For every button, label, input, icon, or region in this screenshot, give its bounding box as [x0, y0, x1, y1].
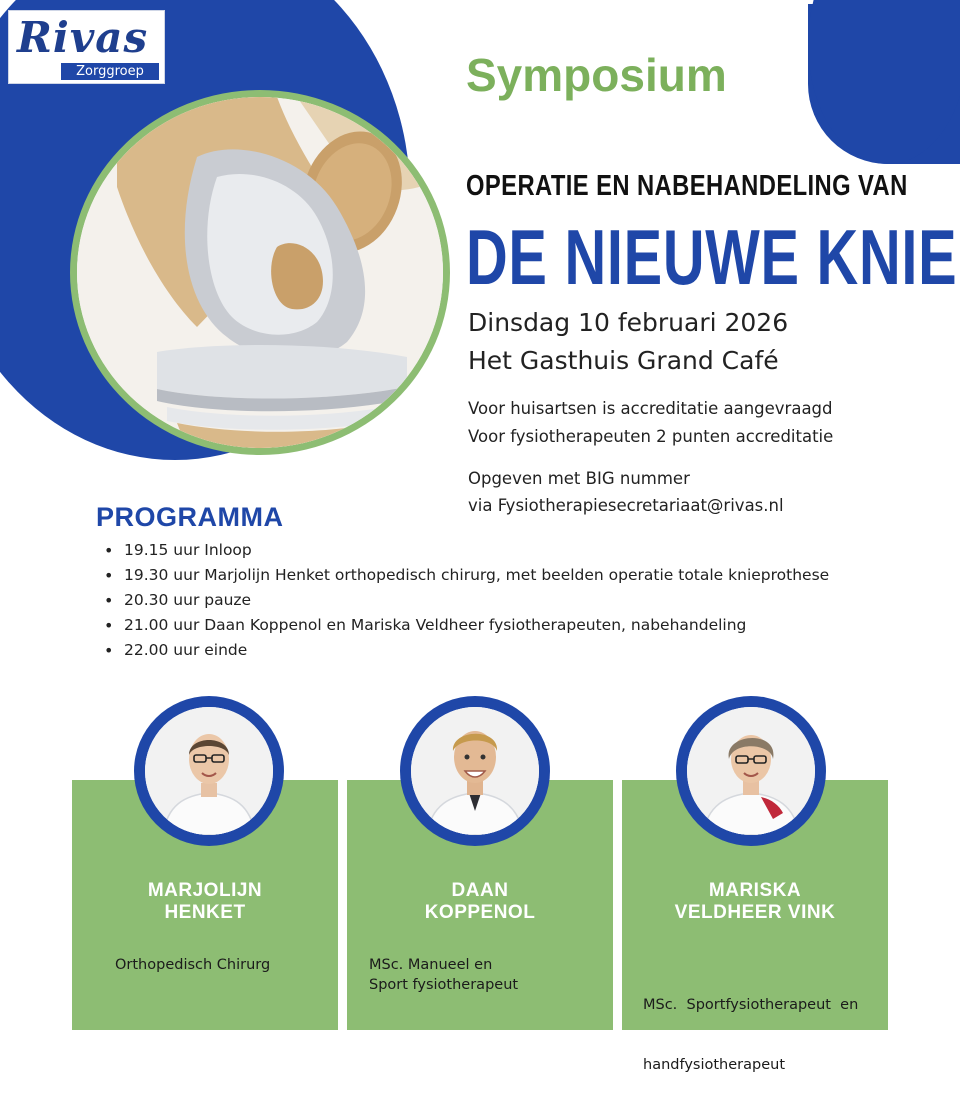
program-item: • 22.00 uur einde — [104, 640, 829, 665]
speaker-name-line: VELDHEER VINK — [674, 902, 836, 923]
speaker-name-line: MARJOLIJN — [147, 880, 263, 901]
speaker-name-veldheer — [622, 880, 888, 924]
blue-decor-circle-right — [808, 4, 960, 164]
speaker-name-line: DAAN — [451, 880, 509, 901]
accreditation-physio: Voor fysiotherapeuten 2 punten accreditatie — [468, 427, 834, 446]
knee-implant-image — [70, 90, 450, 455]
program-item: • 19.30 uur Marjolijn Henket orthopedisch chirurg, met beelden operatie totale knieprothese — [104, 565, 829, 590]
symposium-label: Symposium — [466, 49, 727, 101]
speaker-name-henket — [72, 880, 338, 924]
speaker-photo-veldheer — [676, 696, 826, 846]
event-venue: Het Gasthuis Grand Café — [468, 346, 779, 375]
program-item: • 19.15 uur Inloop — [104, 540, 829, 565]
program-title: PROGRAMMA — [96, 502, 284, 532]
speaker-role-henket — [115, 955, 270, 975]
rivas-logo — [8, 10, 165, 84]
speaker-name-line: MARISKA — [708, 880, 802, 901]
speaker-role-koppenol — [369, 955, 518, 995]
speaker-role-veldheer — [643, 955, 858, 1095]
speaker-photo-koppenol — [400, 696, 550, 846]
program-list — [104, 540, 829, 665]
page-title: DE NIEUWE KNIE — [466, 213, 958, 301]
speaker-role-line: MSc. Manueel en — [369, 957, 493, 973]
speaker-role-line: handfysiotherapeut — [643, 1057, 785, 1073]
event-date: Dinsdag 10 februari 2026 — [468, 308, 789, 337]
speaker-name-koppenol — [347, 880, 613, 924]
program-item: • 20.30 uur pauze — [104, 590, 829, 615]
headline-subtitle: OPERATIE EN NABEHANDELING VAN — [466, 170, 908, 202]
registration-email[interactable]: via Fysiotherapiesecretariaat@rivas.nl — [468, 496, 784, 515]
accreditation-gp: Voor huisartsen is accreditatie aangevraagd — [468, 399, 833, 418]
logo-wordmark: Rivas — [17, 13, 149, 62]
speaker-role-line: MSc. Sportfysiotherapeut en — [643, 997, 859, 1013]
registration-instruction: Opgeven met BIG nummer — [468, 469, 690, 488]
program-item: • 21.00 uur Daan Koppenol en Mariska Veldheer fysiotherapeuten, nabehandeling — [104, 615, 829, 640]
logo-subtitle: Zorggroep — [61, 63, 159, 80]
speaker-role-line: Sport fysiotherapeut — [369, 977, 519, 993]
speaker-name-line: HENKET — [164, 902, 246, 923]
speaker-role-line: Orthopedisch Chirurg — [115, 957, 271, 973]
speaker-photo-henket — [134, 696, 284, 846]
speaker-name-line: KOPPENOL — [424, 902, 536, 923]
